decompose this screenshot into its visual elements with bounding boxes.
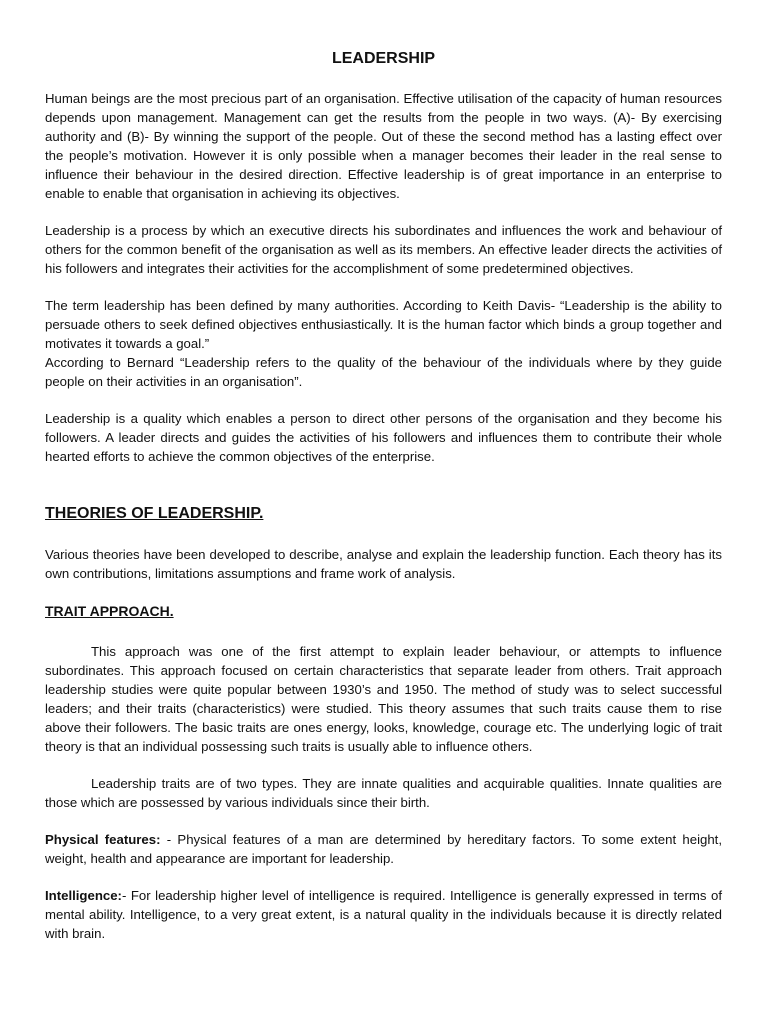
keith-davis-paragraph: The term leadership has been defined by many authorities. According to Keith Davis- “Leadership is the ability to persuade others to seek defined objectives enthusiastically. It is the human factor which binds a group together and motivates it towards a goal.” — [45, 298, 722, 351]
trait-types-paragraph: Leadership traits are of two types. They are innate qualities and acquirable qualities. Innate qualities are those which are possessed by various individuals since their birth. — [45, 776, 722, 810]
quality-paragraph: Leadership is a quality which enables a person to direct other persons of the organisation and they become his followers. A leader directs and guides the activities of his followers and influences them to contribute their whole hearted efforts to achieve the common objectives of the enterprise. — [45, 411, 722, 464]
intelligence-paragraph — [45, 886, 722, 943]
intelligence-text: - For leadership higher level of intelligence is required. Intelligence is generally expressed in terms of mental ability. Intelligence, to a very great extent, is a natural quality in the individuals because it is directly related with brain. — [45, 888, 722, 941]
physical-features-text: - Physical features of a man are determined by hereditary factors. To some extent height, weight, health and appearance are important for leadership. — [45, 832, 722, 866]
theories-heading: THEORIES OF LEADERSHIP. — [45, 505, 264, 522]
bernard-paragraph: According to Bernard “Leadership refers to the quality of the behaviour of the individuals where by they guide people on their activities in an organisation”. — [45, 355, 722, 389]
page-title: LEADERSHIP — [331, 50, 436, 67]
intelligence-label: Intelligence: — [45, 888, 122, 903]
physical-features-label: Physical features: — [45, 832, 161, 847]
theories-intro-paragraph: Various theories have been developed to describe, analyse and explain the leadership function. Each theory has its own contributions, limitations assumptions and frame work of analysis. — [45, 547, 722, 581]
intro-paragraph: Human beings are the most precious part of an organisation. Effective utilisation of the capacity of human resources depends upon management. Management can get the results from the people in two ways. (A)- By exercising authority and (B)- By winning the support of the people. Out of these the second method has a lasting effect over the people’s motivation. However it is only possible when a manager becomes their leader in the real sense to influence their behaviour in the desired direction. Effective leadership is of great importance in an enterprise to enable to enable that organisation in achieving its objectives. — [45, 91, 722, 201]
trait-approach-heading: TRAIT APPROACH. — [45, 603, 174, 619]
trait-approach-paragraph: This approach was one of the first attempt to explain leader behaviour, or attempts to influence subordinates. This approach focused on certain characteristics that separate leader from others. Trait approach leadership studies were quite popular between 1930’s and 1950. The method of study was to select successful leaders; and their traits (characteristics) were studied. This theory assumes that such traits cause them to rise above their followers. The basic traits are ones energy, looks, knowledge, courage etc. The underlying logic of trait theory is that an individual possessing such traits is usually able to influence others. — [45, 644, 722, 754]
definition-paragraph: Leadership is a process by which an executive directs his subordinates and influences the work and behaviour of others for the common benefit of the organisation as well as its members. An effective leader directs the activities of his followers and integrates their activities for the accomplishment of some predetermined objectives. — [45, 223, 722, 276]
physical-features-paragraph — [45, 830, 722, 868]
